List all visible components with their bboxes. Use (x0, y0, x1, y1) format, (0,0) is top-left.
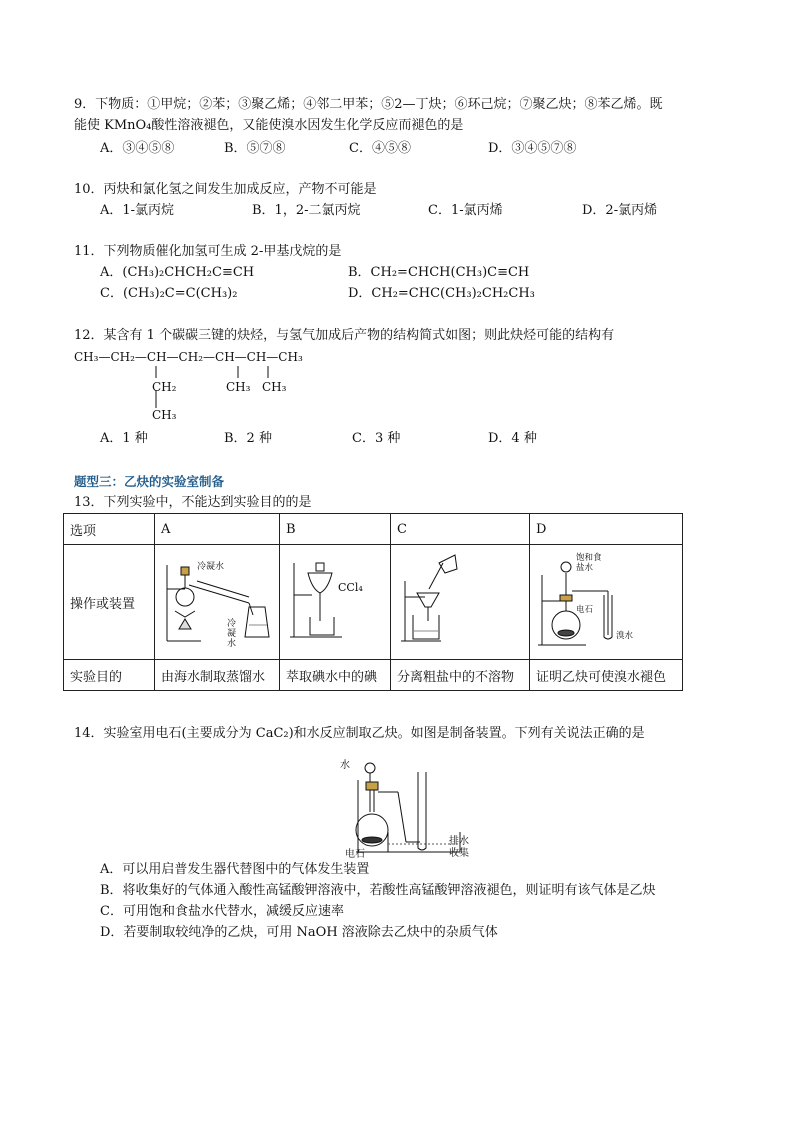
q10-option-b: B．1，2-二氯丙烷 (252, 203, 361, 218)
q12-option-b: B．2 种 (224, 431, 272, 446)
q12-branch3-ch3: CH₃ (262, 380, 287, 394)
q12-main-chain: CH₃—CH₂—CH—CH₂—CH—CH—CH₃ (74, 350, 303, 364)
q12-branch1-ch2: CH₂ (152, 380, 177, 394)
q14-option-d: D．若要制取较纯净的乙炔，可用 NaOH 溶液除去乙炔中的杂质气体 (100, 925, 498, 940)
q10-option-d: D．2-氯丙烯 (582, 203, 658, 218)
label-carbide-d: 电石 (576, 605, 594, 615)
q11-option-d: D．CH₂=CHC(CH₃)₂CH₂CH₃ (348, 286, 535, 301)
q9-option-a: A．③④⑤⑧ (100, 141, 175, 156)
q11-stem: 11．下列物质催化加氢可生成 2-甲基戊烷的是 (74, 244, 342, 259)
table-row-label-purpose: 实验目的 (64, 660, 155, 691)
label-carbide: 电石 (345, 849, 365, 860)
section-heading: 题型三：乙炔的实验室制备 (74, 474, 225, 489)
table-header-c: C (391, 514, 530, 545)
separatory-funnel-image (280, 545, 390, 657)
purpose-c: 分离粗盐中的不溶物 (391, 660, 530, 691)
q12-stem: 12．某含有 1 个碳碳三键的炔烃，与氢气加成后产物的结构简式如图；则此炔烃可能的结构有 (74, 328, 615, 343)
label-drain-water: 排水 (449, 836, 469, 847)
label-cooling-water-in: 冷凝水 (227, 619, 237, 649)
q11-option-c: C．(CH₃)₂C=C(CH₃)₂ (100, 286, 238, 301)
q10-stem: 10．丙炔和氯化氢之间发生加成反应，产物不可能是 (74, 182, 377, 197)
q9-option-c: C．④⑤⑧ (349, 141, 411, 156)
purpose-d: 证明乙炔可使溴水褪色 (530, 660, 683, 691)
q14-option-a: A．可以用启普发生器代替图中的气体发生装置 (100, 862, 370, 877)
q9-stem-line1: 9．下物质：①甲烷；②苯；③聚乙烯；④邻二甲苯；⑤2—丁炔；⑥环己烷；⑦聚乙炔；⑧苯乙烯。既 (74, 97, 663, 112)
q14-stem: 14．实验室用电石(主要成分为 CaC₂)和水反应制取乙炔。如图是制备装置。下列有关说法正确的是 (74, 726, 645, 741)
label-saturated-brine: 饱和食盐水 (576, 553, 602, 573)
purpose-b: 萃取碘水中的碘 (280, 660, 391, 691)
q11-option-b: B．CH₂=CHCH(CH₃)C≡CH (348, 265, 530, 280)
acetylene-generator-image (530, 545, 682, 657)
label-water: 水 (340, 760, 350, 771)
table-row-label-apparatus: 操作或装置 (64, 545, 155, 660)
label-bromine-water: 溴水 (616, 631, 634, 641)
q12-option-d: D．4 种 (488, 431, 537, 446)
q9-stem-line2: 能使 KMnO₄酸性溶液褪色，又能使溴水因发生化学反应而褪色的是 (74, 118, 464, 133)
table-header-d: D (530, 514, 683, 545)
label-collect: 收集 (449, 848, 469, 859)
table-header-option: 选项 (64, 514, 155, 545)
q9-option-d: D．③④⑤⑦⑧ (488, 141, 577, 156)
q14-option-c: C．可用饱和食盐水代替水，减缓反应速率 (100, 904, 344, 919)
q10-option-c: C．1-氯丙烯 (428, 203, 503, 218)
label-cooling-water-out: 冷凝水 (197, 562, 225, 572)
apparatus-c-cell (391, 545, 530, 660)
table-header-b: B (280, 514, 391, 545)
q12-option-a: A．1 种 (100, 431, 148, 446)
apparatus-b-cell (280, 545, 391, 660)
q9-option-b: B．⑤⑦⑧ (224, 141, 286, 156)
q12-branch2-ch3: CH₃ (226, 380, 251, 394)
experiment-table (63, 513, 683, 691)
q11-option-a: A．(CH₃)₂CHCH₂C≡CH (100, 265, 255, 280)
q12-option-c: C．3 种 (352, 431, 401, 446)
q13-stem: 13．下列实验中，不能达到实验目的的是 (74, 495, 312, 510)
apparatus-a-cell (155, 545, 280, 660)
filtration-apparatus-image (391, 545, 529, 657)
label-ccl4: CCl₄ (338, 581, 363, 594)
q14-option-b: B．将收集好的气体通入酸性高锰酸钾溶液中，若酸性高锰酸钾溶液褪色，则证明有该气体是乙炔 (100, 883, 656, 898)
q10-option-a: A．1-氯丙烷 (100, 203, 175, 218)
q12-branch1-ch3: CH₃ (152, 408, 177, 422)
apparatus-d-cell (530, 545, 683, 660)
purpose-a: 由海水制取蒸馏水 (155, 660, 280, 691)
table-header-a: A (155, 514, 280, 545)
